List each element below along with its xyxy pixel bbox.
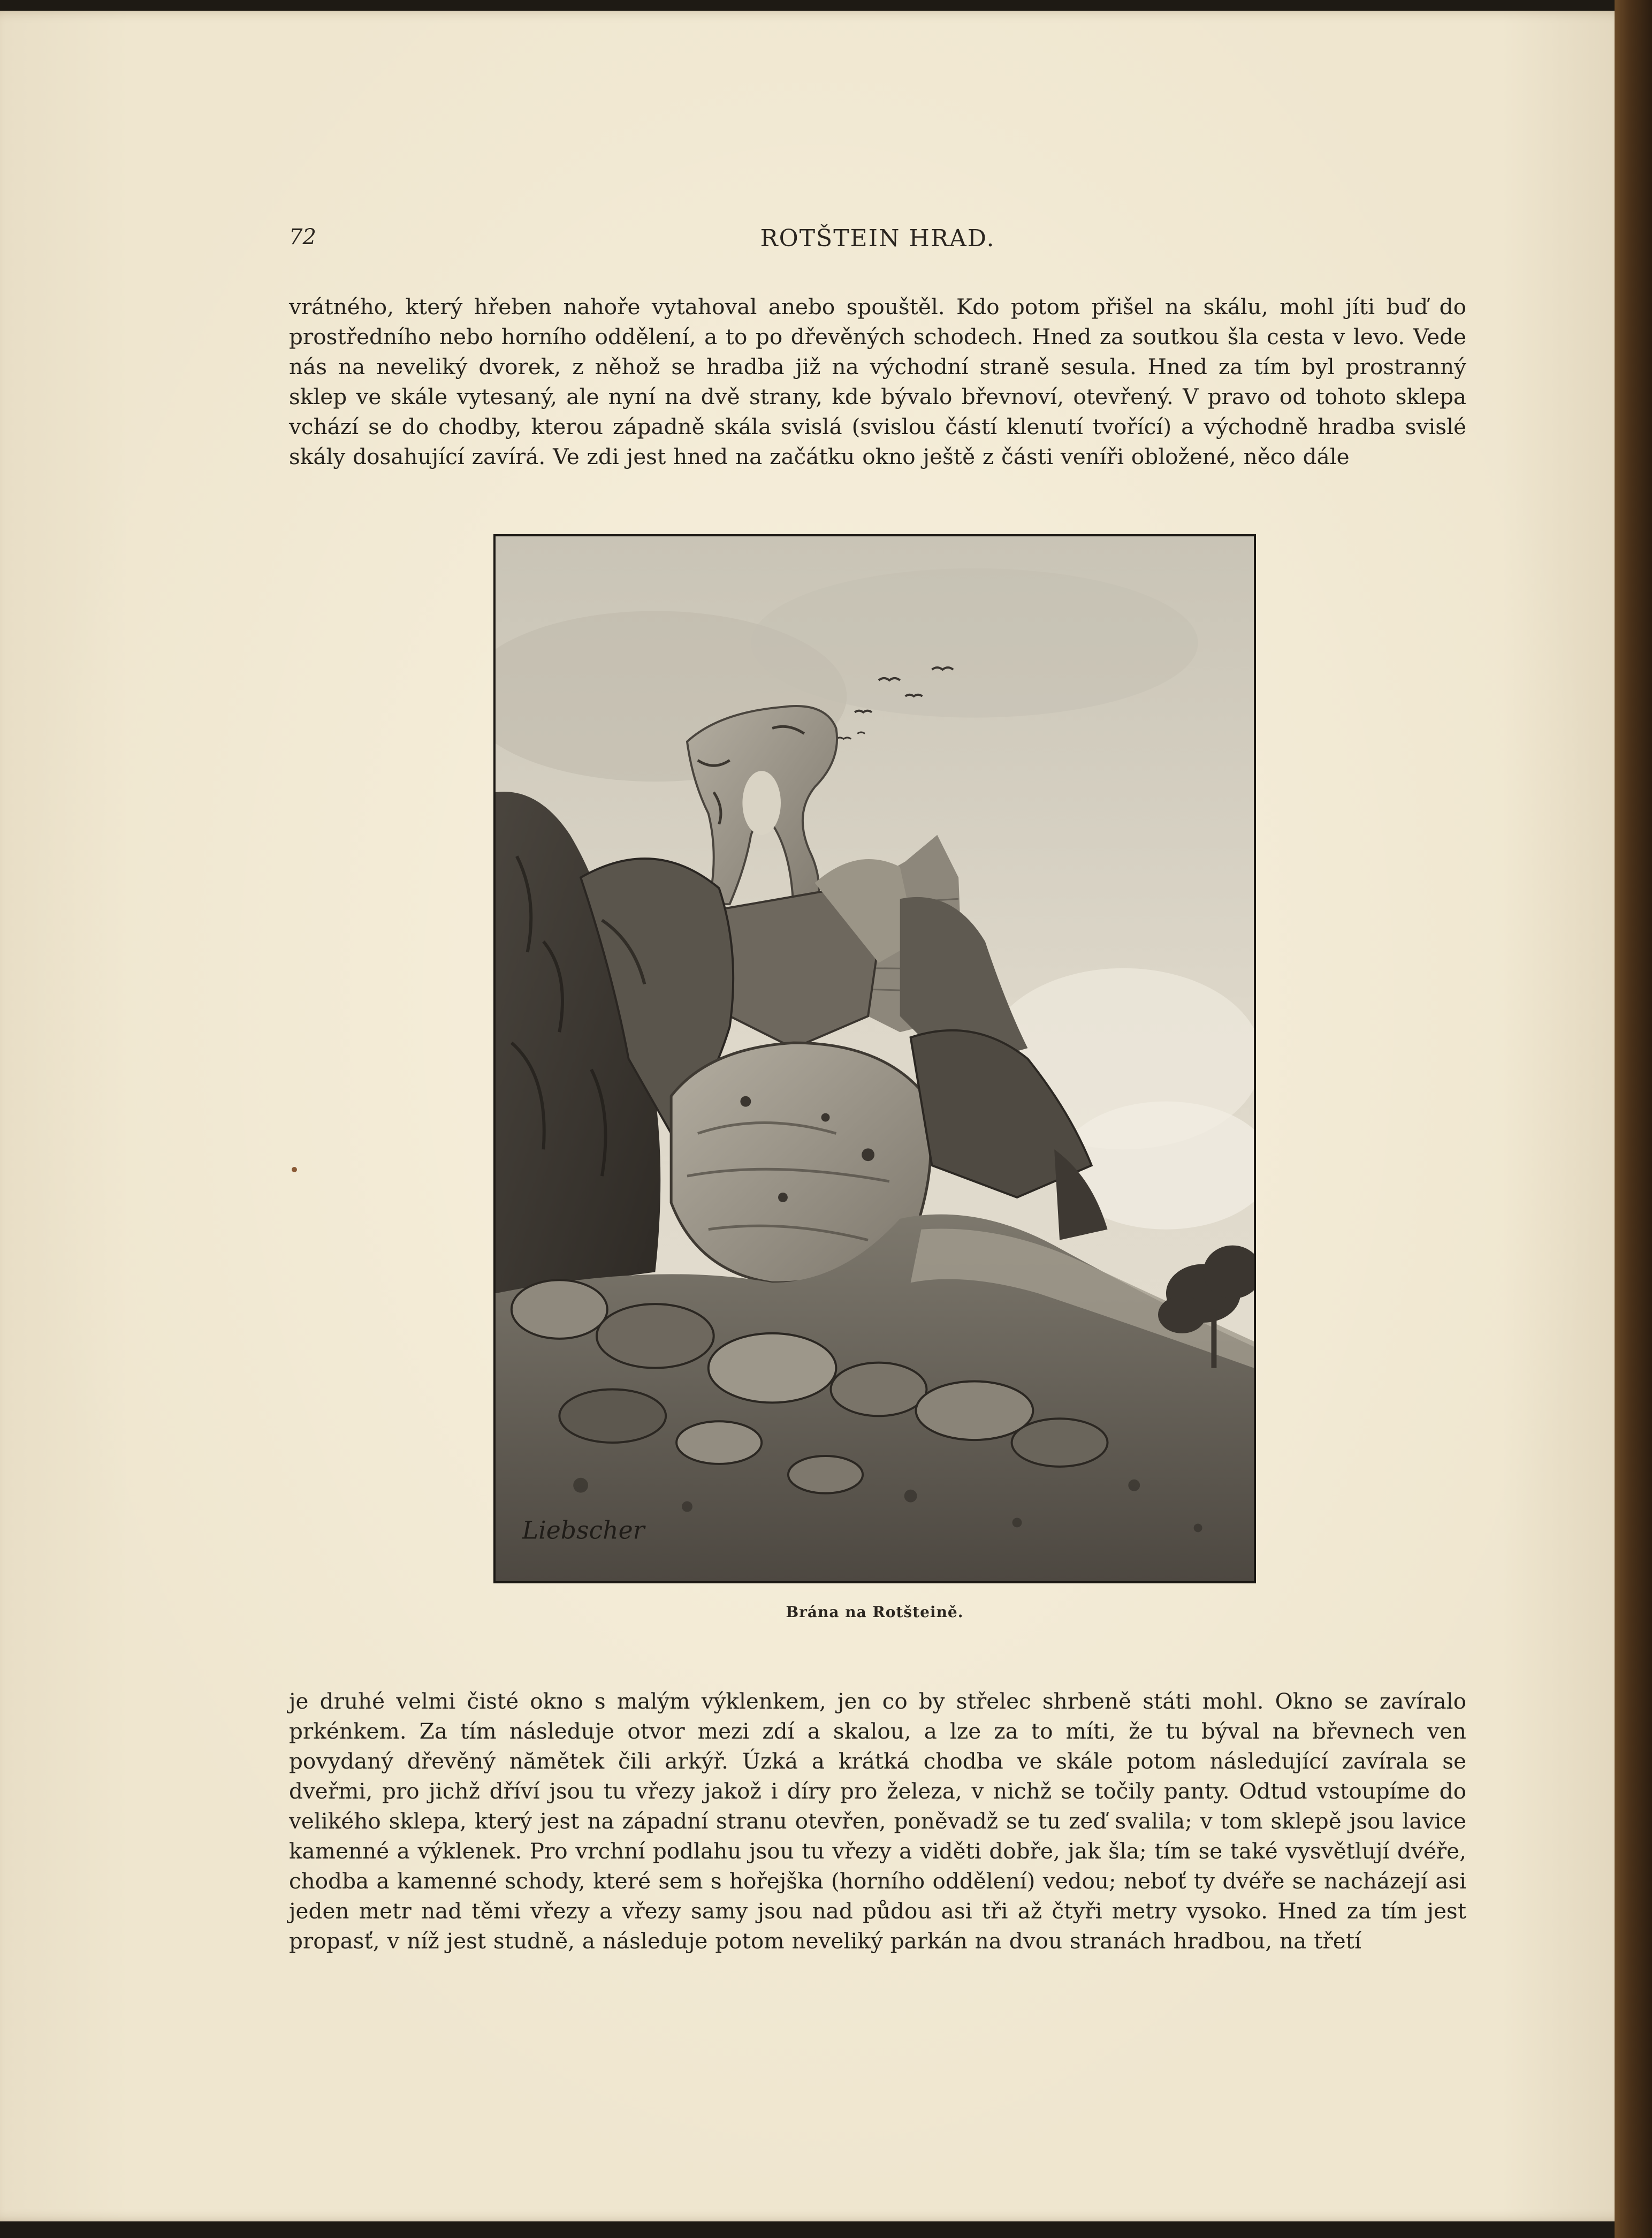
- book-spine-edge: [1615, 0, 1652, 2238]
- illustration-rock-gate: [493, 534, 1256, 1583]
- page-header-title: ROTŠTEIN HRAD.: [760, 225, 995, 252]
- running-head: [289, 225, 1466, 262]
- body-text-bottom: je druhé velmi čisté okno s malým výklenkem, jen co by střelec shrbeně státi mohl. Okno se zavíralo prkénkem. Za tím následuje otvor mezi zdí a skalou, a lze za to míti, že tu býval na břevnech ven povydaný dřevěný nămětek čili arkýř. Úzká a krátká chodba ve skále potom následující zavírala se dveřmi, pro jichž dříví jsou tu vřezy jakož i díry pro železa, v nichž se točily panty. Odtud vstoupíme do velikého sklepa, který jest na západní stranu otevřen, poněvadž se tu zeď svalila; v tom sklepě jsou lavice kamenné a výklenek. Pro vrchní podlahu jsou tu vřezy a viděti dobře, jak šla; tím se také vysvětlují dvéře, chodba a kamenné schody, které sem s hořejška (horního oddělení) vedou; neboť ty dvéře se nacházejí asi jeden metr nad těmi vřezy a vřezy samy jsou nad půdou asi tři až čtyři metry vysoko. Hned za tím jest propasť, v níž jest studně, a následuje potom neveliký parkán na dvou stranách hradbou, na třetí: [289, 1688, 1466, 1954]
- figure-caption: Brána na Rotšteině.: [786, 1603, 964, 1621]
- rock-gate-engraving: [496, 536, 1254, 1581]
- book-page: [0, 11, 1632, 2221]
- body-text-top: vrátného, který hřeben nahoře vytahoval anebo spouštěl. Kdo potom přišel na skálu, mohl jíti buď do prostředního nebo horního oddělení, a to po dřevěných schodech. Hned za soutkou šla cesta v levo. Vede nás na neveliký dvorek, z něhož se hradba již na východní straně sesula. Hned za tím byl prostranný sklep ve skále vytesaný, ale nyní na dvě strany, kde bývalo břevnoví, otevřený. V pravo od tohoto sklepa vchází se do chodby, kterou západně skála svislá (svislou částí klenutí tvořící) a východně hradba svislé skály dosahující zavírá. Ve zdi jest hned na začátku okno ještě z části veníři obložené, něco dále: [289, 294, 1466, 469]
- paper-speck: [292, 1167, 297, 1172]
- artist-signature: Liebscher: [522, 1516, 645, 1545]
- page-number: 72: [289, 225, 316, 249]
